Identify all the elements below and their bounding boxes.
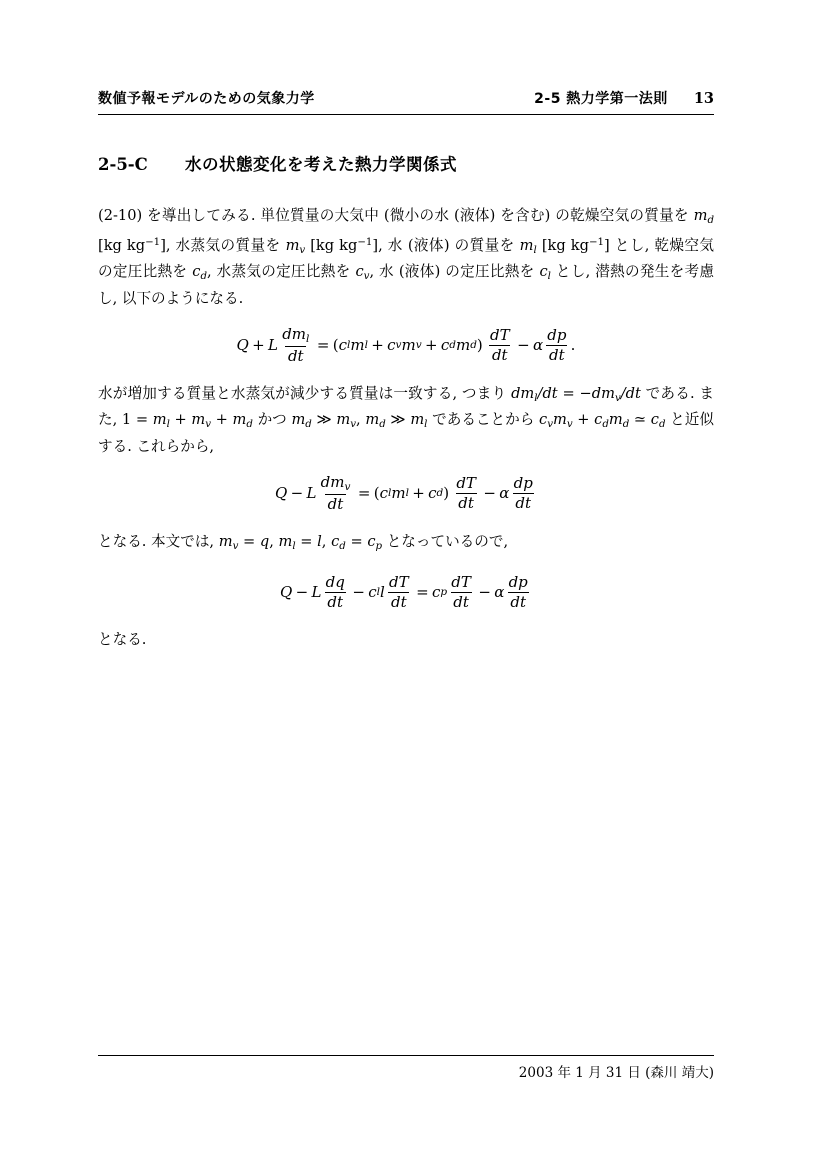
section-heading — [98, 151, 714, 175]
equation-final-form: Q − L $\frac{dq}{dt}$ − c l l $\frac{dT}{dt}$ = c p $\frac{dT}{dt}$ − α $\frac{dp}{dt}$ — [280, 573, 528, 611]
equation-approximated: Q − L $\frac{\text{dmv}}{dt}$ = ( c l m l + c d ) $\frac{dT}{dt}$ − α $\frac{dp}{dt}$ — [274, 472, 533, 513]
section-title: 水の状態変化を考えた熱力学関係式 — [185, 155, 457, 174]
header-book-title: 数値予報モデルのための気象力学 — [98, 91, 315, 107]
equation-first-law-with-liquid: Q + L $\frac{\text{dml}}{dt}$ = ( c l m l + c v m v + c d m d ) $\frac{dT}{dt}$ − α $\frac{dp}{dt}$ . — [236, 324, 576, 365]
paragraph-closing: となる. — [98, 631, 147, 649]
header-page-number: 13 — [693, 90, 714, 107]
footer-date-author: 2003 年 1 月 31 日 (森川 靖大) — [518, 1065, 714, 1081]
paragraph-notation: となる. 本文では, mv = q, ml = l, cd = cp となっているので, — [98, 532, 509, 552]
section-number: 2-5-C — [98, 155, 148, 174]
paragraph-approximation: 水が増加する質量と水蒸気が減少する質量は一致する, つまり dml/dt = −dmv/dt である. また, 1 = ml + mv + md かつ md ≫ mv, md ≫ ml であることから cvmv + cdmd ≃ cd と近似する. これらから, — [98, 384, 715, 455]
running-header — [98, 88, 714, 115]
header-right-group — [534, 88, 714, 108]
paragraph-intro: (2-10) を導出してみる. 単位質量の大気中 (微小の水 (液体) を含む) の乾燥空気の質量を md [kg $kg^{-1}$], 水蒸気の質量を mv [kg $kg^{-1}$], 水 (液体) の質量を ml [kg $kg^{-1}$] とし, 乾燥空気の定圧比熱を cd, 水蒸気の定圧比熱を cv, 水 (液体) の定圧比熱を cl とし, 潜熱の発生を考慮し, 以下のようになる. — [98, 207, 715, 308]
header-section-label: 2-5 熱力学第一法則 — [534, 91, 668, 107]
footer — [98, 1055, 714, 1081]
